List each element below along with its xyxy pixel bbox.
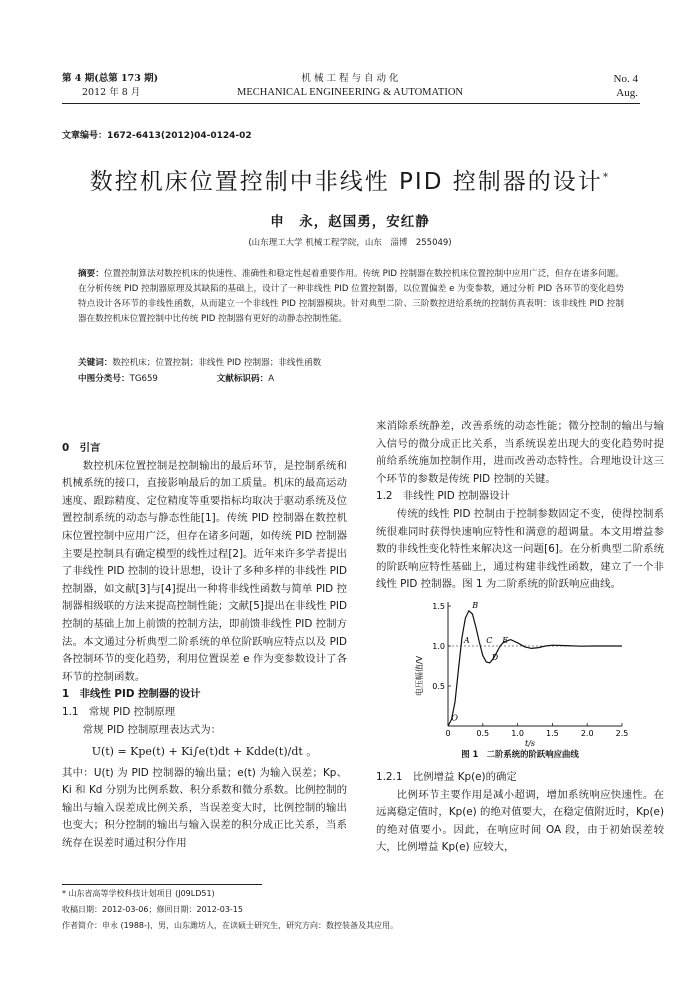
section-1-1-intro: 常规 PID 控制原理表达式为：: [82, 723, 222, 736]
point-label-e: E: [502, 636, 509, 645]
x-tick-label: 2.0: [580, 729, 594, 738]
header-rule: [62, 103, 640, 104]
paper-title-text: 数控机床位置控制中非线性 PID 控制器的设计: [89, 169, 603, 195]
point-label-a: A: [463, 636, 470, 645]
section-1-2-title: 1.2 非线性 PID 控制器设计: [376, 490, 510, 503]
affiliation: (山东理工大学 机械工程学院，山东 淄博 255049): [248, 238, 452, 248]
section-1-1-title: 1.1 常规 PID 控制原理: [62, 705, 176, 718]
doc-code-label: 文献标识码：: [216, 374, 269, 384]
footnote-author: 作者简介：申永 (1988-)，男，山东潍坊人，在读硕士研究生，研究方向：数控装备及其应用。: [62, 921, 399, 930]
abstract-label: 摘要：: [78, 269, 104, 279]
abstract-text: 位置控制算法对数控机床的快速性、准确性和稳定性起着重要作用。传统 PID 控制器在数控机床位置控制中应用广泛，但存在诸多问题。在分析传统 PID 控制器原理及其缺陷的基础上，设计了一种非线性 PID 位置控制器，以位置偏差 e 为变参数，通过分析 PID 各环节的变化趋势特点设计各环节的非线性函数，从而建立一个非线性 PID 控制器模块。针对典型二阶、三阶数控进给系统的控制仿真表明：该非线性 PID 控制器在数控机床位置控制中比传统 PID 控制器有更好的动静态控制性能。: [78, 269, 624, 324]
point-label-o: O: [451, 713, 458, 723]
footnote-fund: * 山东省高等学校科技计划项目 (J09LD51): [62, 889, 215, 898]
title-footnote-mark: *: [602, 170, 611, 184]
y-tick-label: 0.5: [432, 682, 445, 691]
x-tick-label: 0.5: [476, 729, 490, 738]
right-column-bottom: [376, 769, 664, 857]
footnote-dates: 收稿日期：2012-03-06；修回日期：2012-03-15: [62, 905, 243, 914]
section-1-2-1-title: 1.2.1 比例增益 Kp(e)的确定: [376, 771, 517, 783]
doc-code: [217, 374, 302, 384]
header-journal-en: MECHANICAL ENGINEERING & AUTOMATION: [236, 87, 464, 98]
x-tick-label: 0: [445, 729, 451, 738]
clc-value: TG659: [129, 374, 158, 384]
x-tick-label: 1.0: [511, 729, 524, 738]
series-line: [448, 611, 622, 726]
section-1-2-paragraph: 传统的线性 PID 控制由于控制参数固定不变，使得控制系统很难同时获得快速响应特性和满意的超调量。本文用增益参数的非线性变化特性来解决这一问题[6]。在分析典型二阶系统的阶跃响应特性基础上，通过构建非线性函数，建立了一个非线性 PID 控制器。图 1 为二阶系统的阶跃响应曲线。: [376, 507, 664, 591]
figure-1-caption: 图 1 二阶系统的阶跃响应曲线: [461, 749, 579, 759]
section-0-paragraph: 数控机床位置控制是控制输出的最后环节，是控制系统和机械系统的接口，直接影响最后的加工质量。机床的最高运动速度、跟踪精度、定位精度等重要指标均取决于驱动系统及位置控制系统的动态与静态性能[1]。传统 PID 控制器在数控机床位置控制中应用广泛，但存在诸多问题，如传统 PID 控制器主要是控制具有确定模型的线性过程[2]。近年来许多学者提出了非线性 PID 控制的设计思想，设计了多种多样的非线性 PID 控制器，如文献[3]与[4]提出一种将非线性函数与简单 PID 控制器相级联的方法来提高控制性能；文献[5]提出在非线性 PID 控制的基础上加上前馈的控制方法，即前馈非线性 PID 控制方法。本文通过分析典型二阶系统的单位阶跃响应特点以及 PID 各控制环节的变化趋势，利用位置误差 e 作为变参数设计了各环节的控制函数。: [62, 459, 347, 683]
section-1-2-1-paragraph: 比例环节主要作用是减小超调，增加系统响应快速性。在远离稳定值时，Kp(e) 的绝对值要大，在稳定值附近时，Kp(e) 的绝对值要小。因此，在响应时间 OA 段，由于初始误差较大，比例增益 Kp(e) 应较大，: [376, 788, 664, 854]
x-tick-label: 1.5: [546, 729, 559, 738]
pid-equation: U(t) = Kpe(t) + Ki∫e(t)dt + Kdde(t)/dt 。: [91, 745, 318, 759]
header-journal-cn: 机 械 工 程 与 自 动 化: [301, 73, 399, 84]
right-column-top: [376, 418, 664, 594]
article-number: 文章编号：1672-6413(2012)04-0124-02: [62, 131, 252, 141]
header-date: 2012 年 8 月: [82, 87, 141, 98]
section-0-title: 0 引言: [62, 442, 101, 454]
keywords-label: 关键词：: [78, 358, 113, 368]
y-tick-label: 1.0: [432, 642, 445, 651]
right-continuation: 来消除系统静差，改善系统的动态性能；微分控制的输出与输入信号的微分成正比关系，当系统误差出现大的变化趋势时提前给系统施加控制作用，进而改善动态特性。合理地设计这三个环节的参数是传统 PID 控制的关键。: [376, 420, 664, 485]
point-label-b: B: [472, 600, 479, 610]
clc-label: 中图分类号：: [78, 374, 130, 384]
figure-1-xlabel: t/s: [524, 739, 536, 748]
doc-code-value: A: [268, 374, 275, 384]
keywords: [78, 356, 624, 371]
section-1-title: 1 非线性 PID 控制器的设计: [62, 688, 201, 701]
section-1-1-paragraph: 其中：U(t) 为 PID 控制器的输出量；e(t) 为输入误差；Kp、Ki 和 Kd 分别为比例系数、积分系数和微分系数。比例控制的输出与输入误差成比例关系，当误差变大时，比例控制的输出也变大；积分控制的输出与输入误差的积分成正比关系，当系统存在误差时通过积分作用: [62, 766, 347, 850]
clc: [78, 374, 186, 384]
x-tick-label: 2.5: [615, 729, 629, 738]
footnote-rule: [62, 884, 262, 885]
figure-1-chart: [410, 598, 630, 750]
header-issue: 第 4 期(总第 173 期): [62, 73, 159, 84]
authors: 申 永，赵国勇，安红静: [270, 214, 430, 230]
header-month: Aug.: [616, 87, 638, 99]
header-no: No. 4: [613, 73, 638, 85]
point-label-c: C: [486, 636, 493, 645]
keywords-text: 数控机床；位置控制；非线性 PID 控制器；非线性函数: [112, 358, 322, 368]
abstract: [78, 267, 624, 327]
point-label-d: D: [491, 652, 499, 662]
left-column: [62, 440, 347, 853]
classification: [78, 372, 624, 384]
paper-title: [0, 163, 700, 196]
figure-1-ylabel: 电压幅值/V: [415, 655, 424, 697]
y-tick-label: 1.5: [432, 602, 445, 611]
